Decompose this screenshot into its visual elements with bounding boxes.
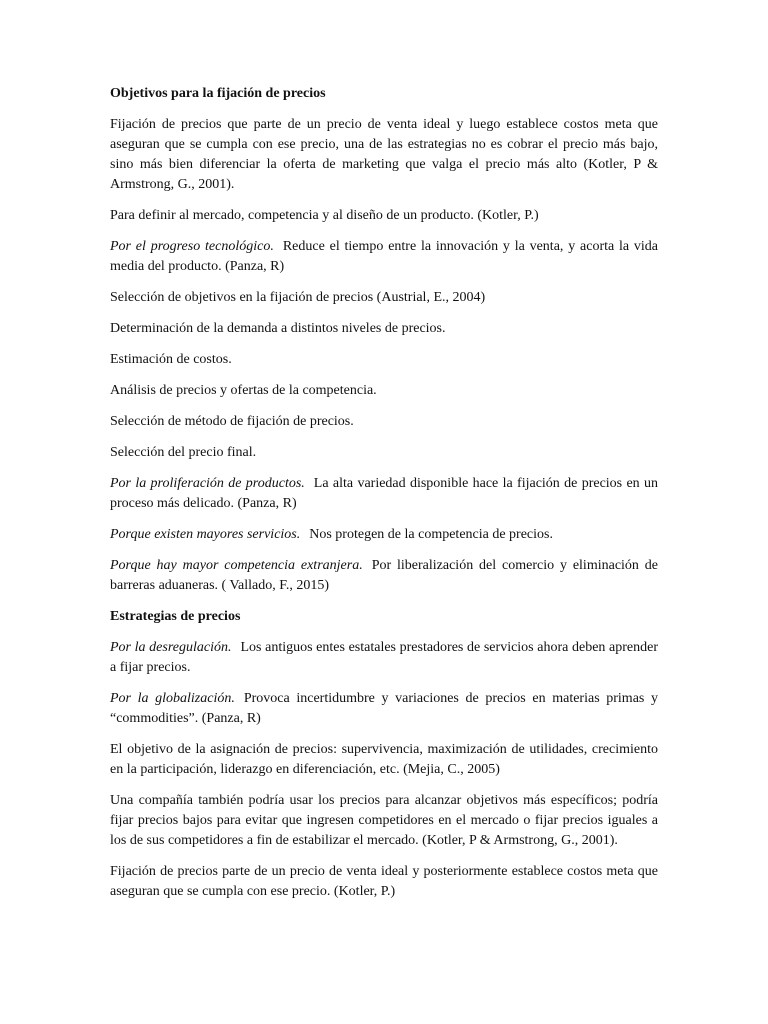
paragraph-progreso-tecnologico [110, 237, 658, 277]
paragraph-costos-meta: Fijación de precios parte de un precio de venta ideal y posteriormente establece costos meta que aseguran que se cumpla con ese precio. (Kotler, P.) [110, 864, 658, 899]
paragraph-fijacion-ideal: Fijación de precios que parte de un precio de venta ideal y luego establece costos meta que aseguran que se cumpla con ese precio, una de las estrategias no es cobrar el precio más bajo, sino más bien diferenciar la oferta de marketing que valga el precio más alto (Kotler, P & Armstrong, G., 2001). [110, 117, 658, 192]
paragraph-lead: Porque hay mayor competencia extranjera. [110, 558, 363, 573]
paragraph-seleccion-metodo: Selección de método de fijación de precios. [110, 414, 354, 429]
paragraph-lead: Por la desregulación. [110, 640, 232, 655]
paragraph-body: La alta variedad disponible hace la fijación de precios en un proceso más delicado. (Panza, R) [110, 476, 659, 511]
section-heading-estrategias: Estrategias de precios [110, 609, 241, 624]
paragraph-objetivos-especificos: Una compañía también podría usar los precios para alcanzar objetivos más específicos; podría fijar precios bajos para evitar que ingresen competidores en el mercado o fijar precios iguales a los de sus competidores a fin de estabilizar el mercado. (Kotler, P & Armstrong, G., 2001). [110, 793, 658, 848]
paragraph-lead: Porque existen mayores servicios. [110, 527, 301, 542]
paragraph-definir-mercado: Para definir al mercado, competencia y al diseño de un producto. (Kotler, P.) [110, 208, 539, 223]
paragraph-determinacion-demanda: Determinación de la demanda a distintos niveles de precios. [110, 321, 446, 336]
paragraph-objetivo-asignacion: El objetivo de la asignación de precios: supervivencia, maximización de utilidades, crecimiento en la participación, liderazgo en diferenciación, etc. (Mejia, C., 2005) [110, 742, 658, 777]
paragraph-proliferacion-productos [110, 474, 658, 514]
paragraph-mayores-servicios [110, 525, 658, 545]
paragraph-body: Los antiguos entes estatales prestadores de servicios ahora deben aprender a fijar precios. [110, 640, 659, 675]
section-heading-objetivos: Objetivos para la fijación de precios [110, 86, 326, 101]
paragraph-competencia-extranjera [110, 556, 658, 596]
paragraph-analisis-precios: Análisis de precios y ofertas de la competencia. [110, 383, 377, 398]
paragraph-lead: Por la proliferación de productos. [110, 476, 305, 491]
paragraph-seleccion-objetivos: Selección de objetivos en la fijación de precios (Austrial, E., 2004) [110, 290, 486, 305]
document-page [110, 84, 658, 913]
paragraph-lead: Por la globalización. [110, 691, 235, 706]
paragraph-desregulacion [110, 638, 658, 678]
paragraph-lead: Por el progreso tecnológico. [110, 239, 274, 254]
paragraph-body: Provoca incertidumbre y variaciones de precios en materias primas y “commodities”. (Panza, R) [110, 691, 658, 726]
paragraph-body: Reduce el tiempo entre la innovación y la venta, y acorta la vida media del producto. (Panza, R) [110, 239, 659, 274]
paragraph-globalizacion [110, 689, 658, 729]
paragraph-seleccion-precio-final: Selección del precio final. [110, 445, 257, 460]
paragraph-body: Nos protegen de la competencia de precios. [309, 527, 553, 542]
paragraph-body: Por liberalización del comercio y eliminación de barreras aduaneras. ( Vallado, F., 2015) [110, 558, 658, 593]
paragraph-estimacion-costos: Estimación de costos. [110, 352, 232, 367]
